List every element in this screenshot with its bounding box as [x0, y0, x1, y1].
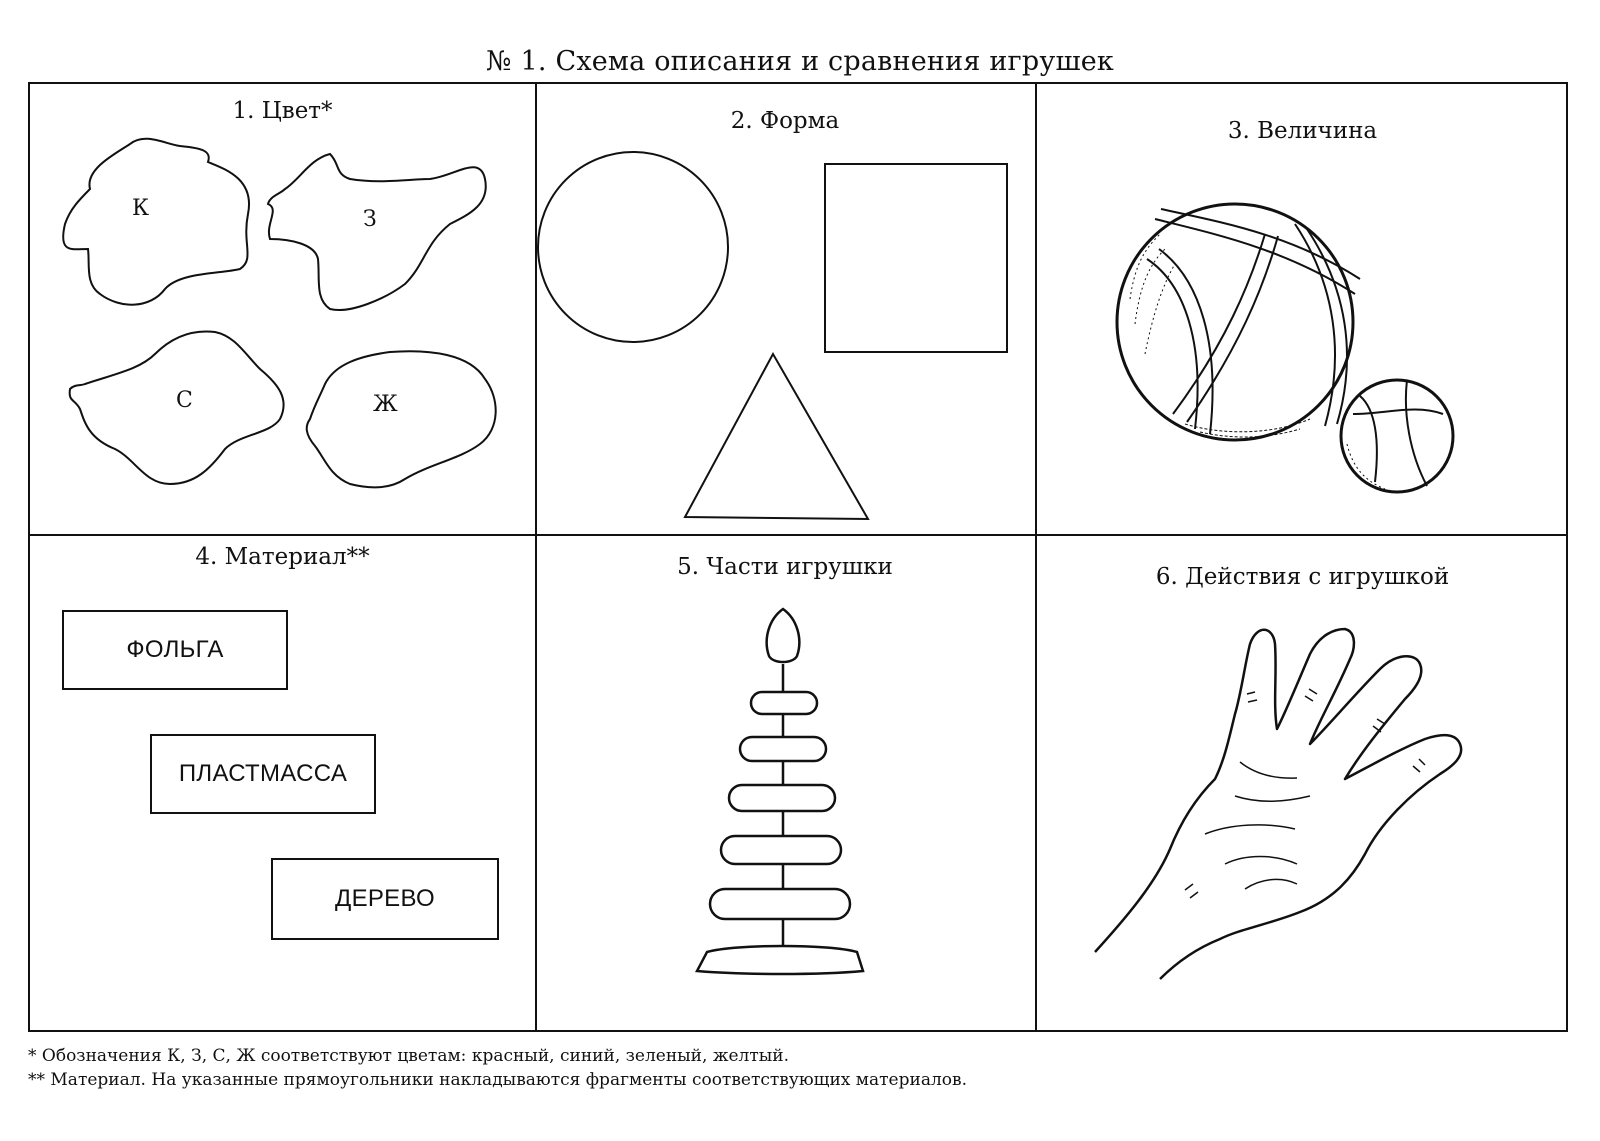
small-ball [1341, 380, 1453, 492]
hand-outline [1095, 629, 1461, 979]
hand-drawing [1035, 534, 1570, 1034]
pyramid-ring-2 [740, 737, 826, 761]
blob-blue [268, 154, 486, 310]
cell-title-color: 1. Цвет* [232, 98, 333, 124]
page-title: № 1. Схема описания и сравнения игрушек [485, 46, 1115, 77]
blob-label-red: К [132, 196, 150, 221]
cell-title-size: 3. Величина [1227, 118, 1378, 144]
pyramid-ring-3 [729, 785, 835, 811]
circle-shape [538, 152, 728, 342]
big-ball [1117, 204, 1360, 440]
cell-parts [535, 534, 1035, 1034]
blob-red [63, 139, 249, 305]
pyramid-ring-4 [721, 836, 841, 864]
footnote-colors: * Обозначения К, З, С, Ж соответствуют цветам: красный, синий, зеленый, желтый. [28, 1046, 789, 1066]
cell-title-parts: 5. Части игрушки [677, 554, 893, 580]
material-box-foil: ФОЛЬГА [62, 610, 288, 690]
footnotes [28, 1044, 1528, 1092]
footnote-material: ** Материал. На указанные прямоугольники накладываются фрагменты соответствующих материалов. [28, 1070, 967, 1090]
cell-material [30, 534, 535, 1034]
square-shape [825, 164, 1007, 352]
cell-title-actions: 6. Действия с игрушкой [1155, 564, 1450, 590]
blob-label-green: С [176, 388, 193, 413]
cell-size [1035, 84, 1570, 534]
material-box-wood: ДЕРЕВО [271, 858, 499, 940]
shape-figures [535, 84, 1035, 534]
pyramid-toy [535, 534, 1035, 1034]
size-balls [1035, 84, 1570, 534]
blob-label-blue: З [363, 207, 377, 232]
blob-yellow [307, 351, 496, 487]
blob-label-yellow: Ж [373, 392, 398, 417]
cell-title-shape: 2. Форма [730, 108, 840, 134]
cell-title-material: 4. Материал** [195, 544, 370, 570]
cell-actions [1035, 534, 1570, 1034]
pyramid-top [767, 609, 800, 662]
pyramid-base [697, 946, 863, 974]
scheme-grid [28, 82, 1568, 1032]
cell-shape [535, 84, 1035, 534]
triangle-shape [685, 354, 868, 519]
material-box-plastic: ПЛАСТМАССА [150, 734, 376, 814]
color-blobs [30, 84, 535, 534]
cell-color [30, 84, 535, 534]
pyramid-ring-5 [710, 889, 850, 919]
pyramid-ring-1 [751, 692, 817, 714]
